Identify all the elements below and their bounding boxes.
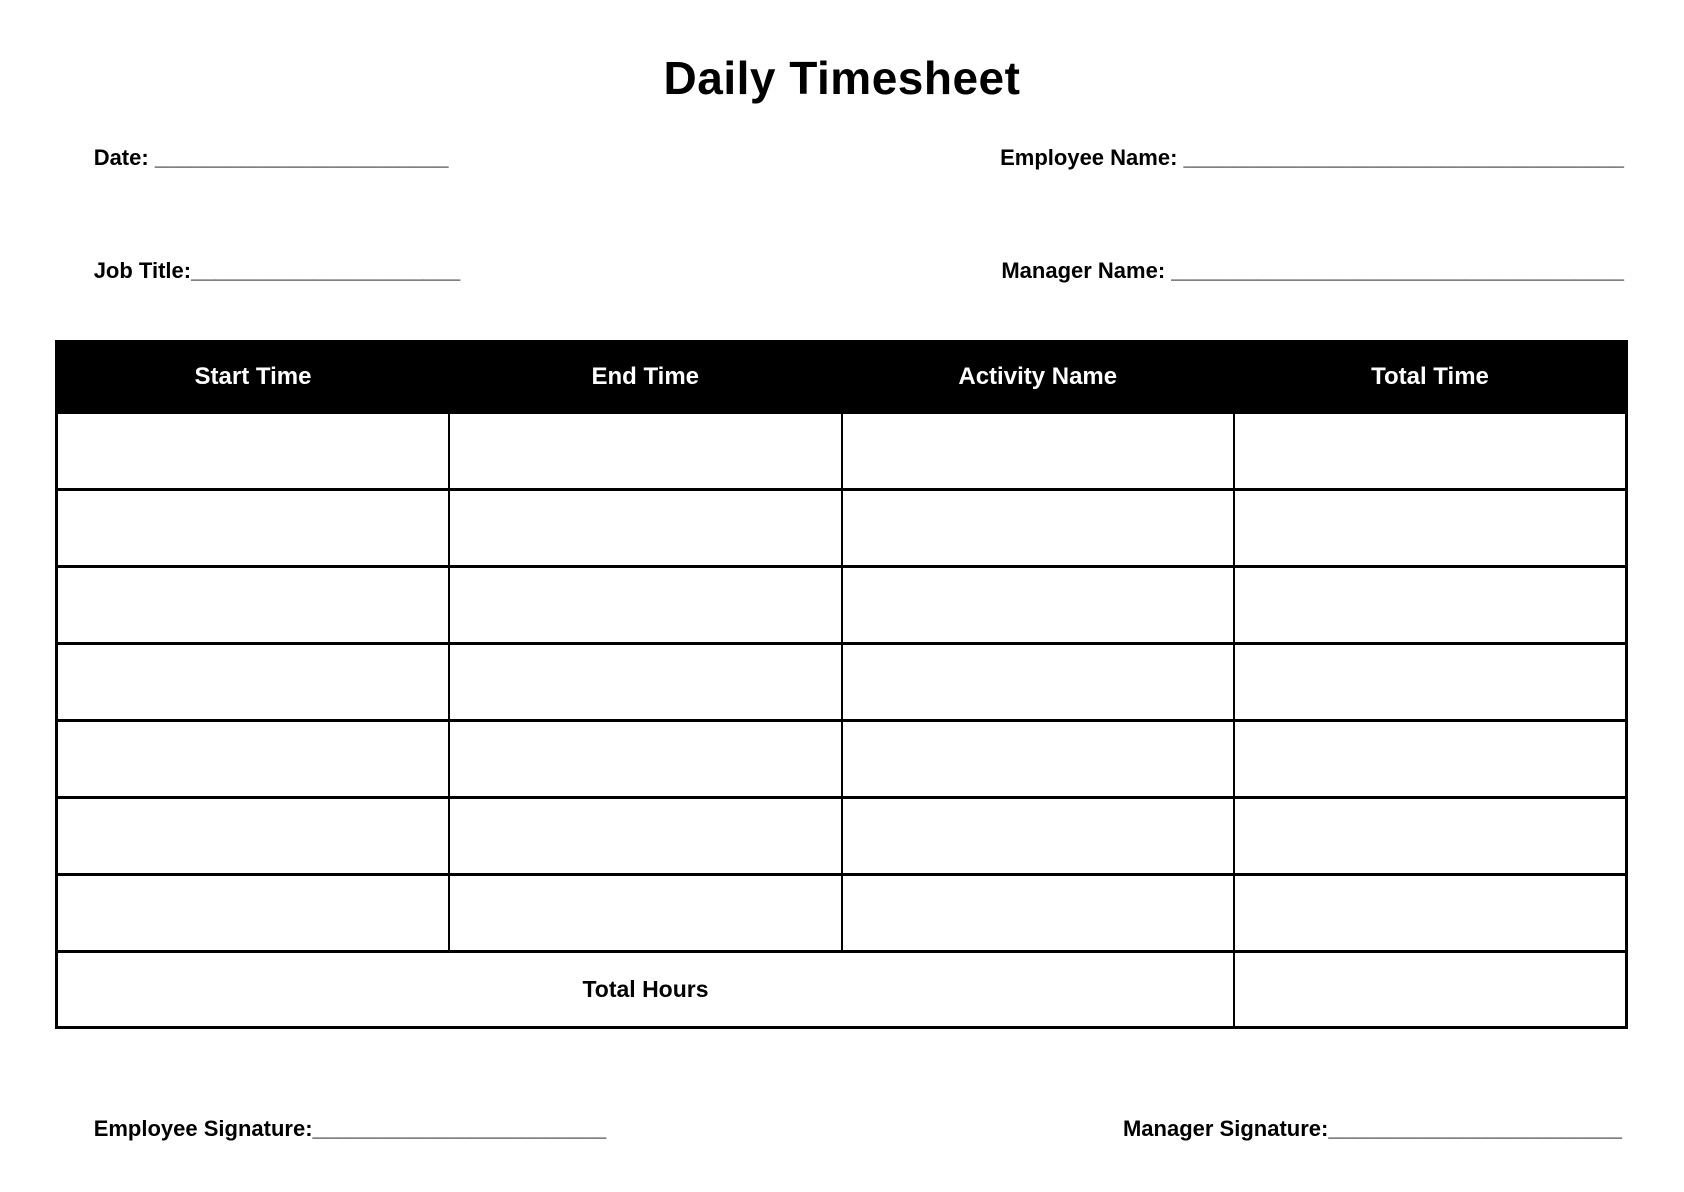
table-row <box>57 567 1627 644</box>
table-row <box>57 875 1627 952</box>
total-hours-row <box>57 952 1627 1028</box>
table-cell[interactable] <box>1234 490 1627 567</box>
table-cell[interactable] <box>449 721 842 798</box>
page-title: Daily Timesheet <box>663 52 1021 104</box>
table-cell[interactable] <box>57 721 450 798</box>
table-cell[interactable] <box>449 875 842 952</box>
employee-signature-field <box>57 1089 606 1168</box>
employee-signature-blank-line[interactable]: ________________________ <box>312 1115 607 1141</box>
column-header-activity-name: Activity Name <box>842 342 1235 413</box>
table-cell[interactable] <box>57 490 450 567</box>
header-row <box>57 342 1627 413</box>
column-header-total-time: Total Time <box>1234 342 1627 413</box>
table-cell[interactable] <box>449 644 842 721</box>
date-field <box>57 119 448 198</box>
timesheet-table-header <box>57 342 1627 413</box>
employee-signature-label: Employee Signature: <box>93 1115 313 1141</box>
table-row <box>57 490 1627 567</box>
employee-name-field <box>963 119 1624 198</box>
table-cell[interactable] <box>57 875 450 952</box>
table-row <box>57 721 1627 798</box>
table-cell[interactable] <box>842 798 1235 875</box>
table-row <box>57 798 1627 875</box>
table-cell[interactable] <box>842 567 1235 644</box>
table-row <box>57 644 1627 721</box>
table-row <box>57 413 1627 490</box>
table-cell[interactable] <box>57 567 450 644</box>
meta-row-2 <box>0 232 1684 311</box>
table-cell[interactable] <box>1234 798 1627 875</box>
timesheet-table <box>55 340 1628 1029</box>
total-hours-value-cell[interactable] <box>1234 952 1627 1028</box>
manager-signature-blank-line[interactable]: ________________________ <box>1328 1115 1622 1141</box>
date-blank-line[interactable]: ________________________ <box>154 145 449 171</box>
table-cell[interactable] <box>1234 721 1627 798</box>
manager-name-label: Manager Name: <box>1001 258 1172 284</box>
employee-name-blank-line[interactable]: ____________________________________ <box>1183 145 1624 171</box>
table-cell[interactable] <box>842 875 1235 952</box>
manager-signature-label: Manager Signature: <box>1122 1115 1329 1141</box>
table-cell[interactable] <box>449 567 842 644</box>
table-cell[interactable] <box>57 644 450 721</box>
table-cell[interactable] <box>449 490 842 567</box>
table-cell[interactable] <box>842 490 1235 567</box>
manager-name-field <box>965 232 1624 311</box>
table-cell[interactable] <box>1234 413 1627 490</box>
table-cell[interactable] <box>1234 567 1627 644</box>
job-title-field <box>57 232 460 311</box>
table-cell[interactable] <box>57 798 450 875</box>
table-cell[interactable] <box>449 798 842 875</box>
job-title-blank-line[interactable]: ______________________ <box>191 258 461 284</box>
table-cell[interactable] <box>57 413 450 490</box>
table-cell[interactable] <box>842 413 1235 490</box>
column-header-end-time: End Time <box>449 342 842 413</box>
job-title-label: Job Title: <box>93 258 192 284</box>
table-cell[interactable] <box>1234 644 1627 721</box>
total-hours-label: Total Hours <box>57 952 1235 1028</box>
column-header-start-time: Start Time <box>57 342 450 413</box>
meta-row-1 <box>0 119 1684 198</box>
table-cell[interactable] <box>449 413 842 490</box>
table-cell[interactable] <box>1234 875 1627 952</box>
date-label: Date: <box>93 145 155 171</box>
employee-name-label: Employee Name: <box>1000 145 1184 171</box>
table-cell[interactable] <box>842 721 1235 798</box>
timesheet-body <box>57 413 1627 952</box>
signature-row <box>0 1089 1684 1168</box>
manager-signature-field <box>1086 1089 1622 1168</box>
timesheet-footer <box>57 952 1627 1028</box>
table-cell[interactable] <box>842 644 1235 721</box>
manager-name-blank-line[interactable]: _____________________________________ <box>1171 258 1624 284</box>
